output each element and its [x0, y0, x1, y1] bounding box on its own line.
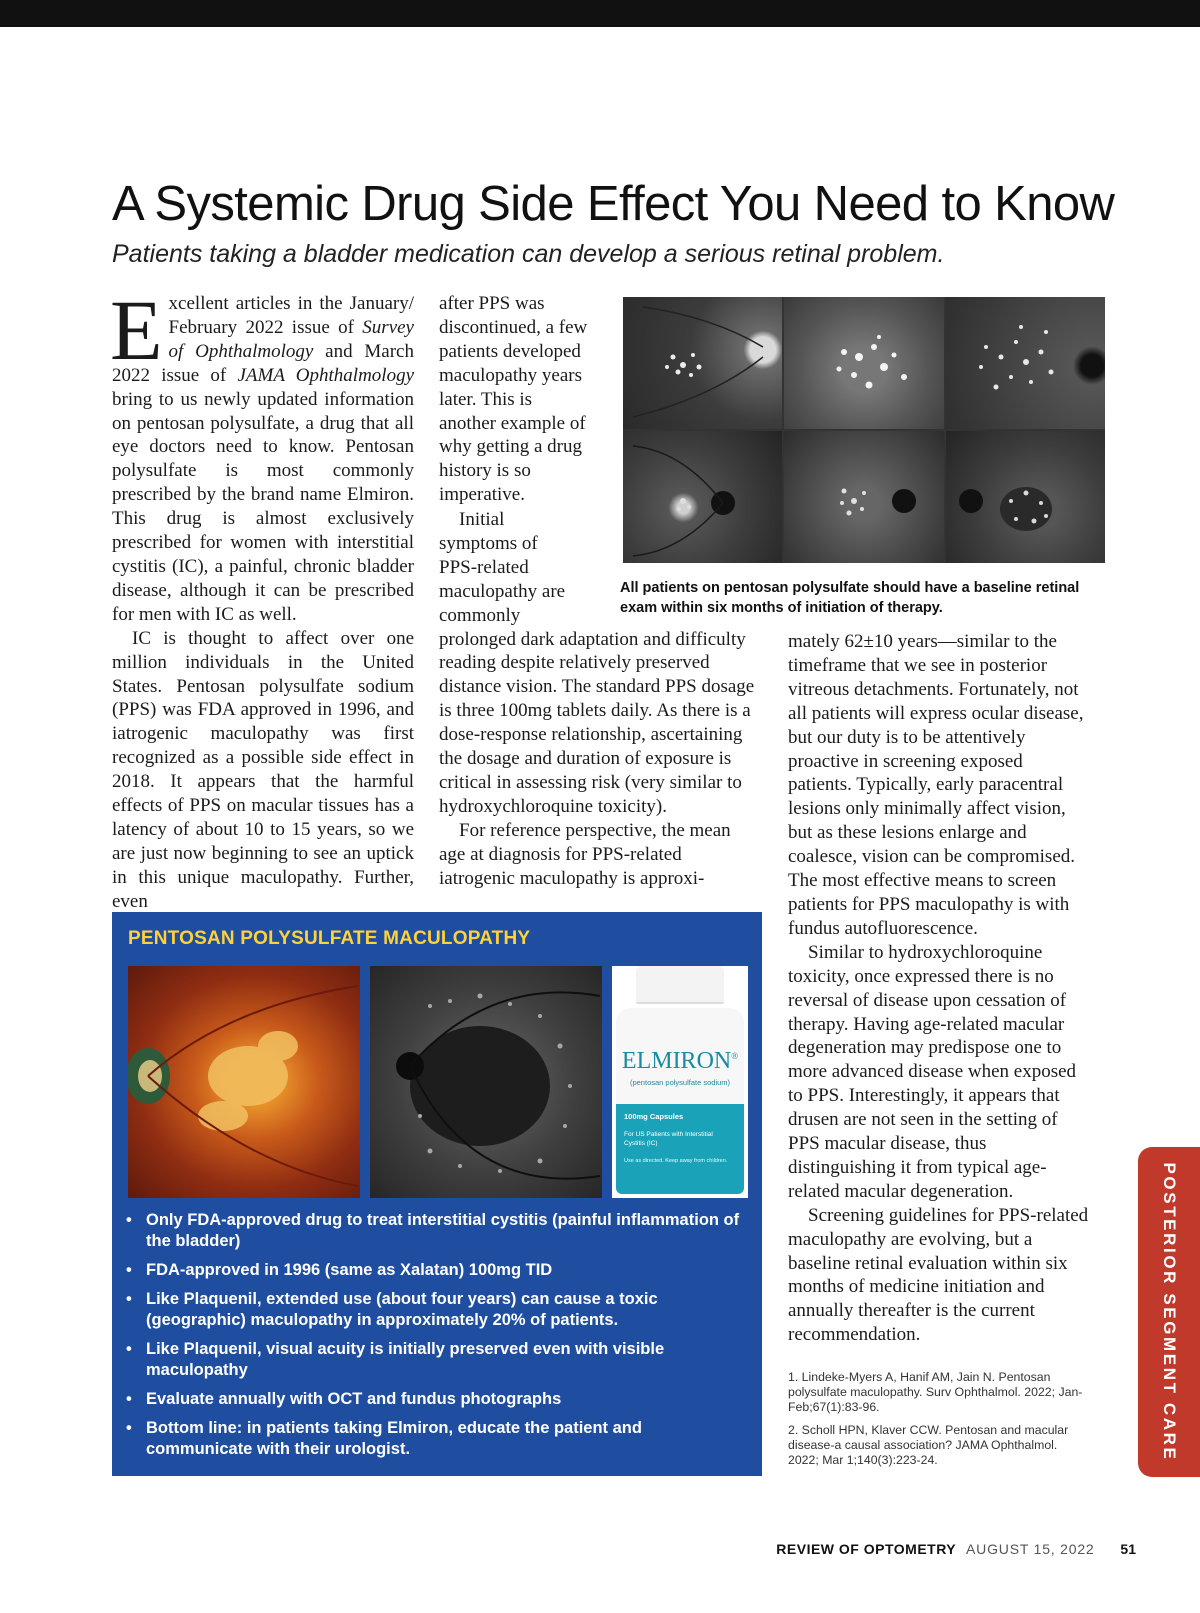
article-title: A Systemic Drug Side Effect You Need to Know: [112, 177, 1115, 231]
page-footer: [776, 1541, 1136, 1557]
text-column-3: [788, 630, 1091, 1347]
list-item-text: Bottom line: in patients taking Elmiron, educate the patient and communicate with their urologist.: [146, 1419, 642, 1458]
bottle-label-band: [616, 1104, 744, 1194]
text-column-1: [110, 282, 415, 914]
fundus-photo: [128, 966, 360, 1198]
list-item-text: Only FDA-approved drug to treat interstitial cystitis (painful inflammation of the bladder): [146, 1211, 740, 1250]
drop-cap: E: [110, 282, 163, 378]
references: [788, 1370, 1088, 1476]
bullet-icon: •: [126, 1419, 132, 1437]
journal-title: Survey of Ophthalmology: [168, 316, 414, 362]
paragraph: Initial symptoms of PPS-related maculopathy are commonly prolonged dark adaptation and difficulty reading despite relatively preserved distance vision. The standard PPS dosage is three 100mg tablets daily. As there is a dose-response relationship, ascertaining the dosage and duration of exposure is critical in assessing risk (very similar to hydroxychloroquine toxicity).: [439, 509, 755, 817]
bottle-trademark: ®: [731, 1051, 739, 1061]
top-black-bar: [0, 0, 1200, 27]
paragraph-text: xcellent articles in the January/ February 2022 issue of: [168, 293, 414, 338]
list-item: [126, 1210, 746, 1252]
article-subtitle: Patients taking a bladder medication can develop a serious retinal problem.: [112, 240, 945, 268]
paragraph: IC is thought to affect over one million individuals in the United States. Pentosan polysulfate sodium (PPS) was FDA approved in 1996, and iatrogenic maculopathy was first recognized as a possible side effect in 2018. It appears that the harmful effects of PPS on macular tissues has a latency of about 10 to 15 years, so we are just now beginning to see an uptick in this unique maculopathy. Further, even: [112, 627, 414, 912]
retina-image: [784, 297, 943, 429]
paragraph-text: and March 2022 issue of: [112, 340, 414, 386]
section-tab-label: POSTERIOR SEGMENT CARE: [1160, 1162, 1179, 1462]
list-item: [126, 1418, 746, 1460]
list-item: [126, 1389, 746, 1410]
paragraph-intro: [110, 282, 415, 627]
bullet-icon: •: [126, 1261, 132, 1279]
issue-date: AUGUST 15, 2022: [966, 1541, 1095, 1557]
list-item-text: FDA-approved in 1996 (same as Xalatan) 100mg TID: [146, 1261, 553, 1279]
retina-figure-grid: [623, 297, 1105, 563]
publication-name: REVIEW OF OPTOMETRY: [776, 1541, 957, 1557]
bottle-generic: (pentosan polysulfate sodium): [629, 1078, 731, 1087]
reference-item: 2. Scholl HPN, Klaver CCW. Pentosan and macular disease-a causal association? JAMA Ophthalmol. 2022; Mar 1;140(3):223-24.: [788, 1423, 1069, 1467]
retina-image: [623, 297, 782, 429]
retina-image: [623, 431, 782, 563]
text-column-2-cont: [439, 508, 761, 891]
bullet-icon: •: [126, 1290, 132, 1308]
reference-item: 1. Lindeke-Myers A, Hanif AM, Jain N. Pentosan polysulfate maculopathy. Surv Ophthalmol. 2022; Jan-Feb;67(1):83-96.: [788, 1370, 1083, 1414]
figure-caption: All patients on pentosan polysulfate should have a baseline retinal exam within six months of initiation of therapy.: [620, 580, 1080, 616]
section-tab: [1138, 1147, 1200, 1477]
bullet-icon: •: [126, 1340, 132, 1358]
list-item: [126, 1339, 746, 1381]
paragraph: For reference perspective, the mean age at diagnosis for PPS-related iatrogenic maculopathy is approxi-: [439, 819, 731, 889]
bottle-cap: [636, 966, 724, 1004]
list-item: [126, 1260, 746, 1281]
sidebar-bullet-list: [126, 1210, 746, 1468]
bottle-body: [616, 1008, 744, 1194]
list-item-text: Like Plaquenil, visual acuity is initially preserved even with visible maculopathy: [146, 1340, 665, 1379]
paragraph-text: bring to us newly updated information on pentosan polysulfate, a drug that all eye doctors need to know. Pentosan polysulfate is most commonly prescribed by the brand name Elmiron. This drug is almost exclusively prescribed for women with interstitial cystitis (IC), a painful, chronic bladder disease, although it can be prescribed for men with IC as well.: [112, 388, 414, 625]
autofluorescence-photo: [370, 966, 602, 1198]
list-item: [126, 1289, 746, 1331]
list-item-text: Evaluate annually with OCT and fundus photographs: [146, 1390, 562, 1408]
elmiron-bottle: [612, 966, 748, 1198]
bullet-icon: •: [126, 1211, 132, 1229]
retina-image: [784, 431, 943, 563]
bottle-brand: [616, 1048, 744, 1075]
list-item-text: Like Plaquenil, extended use (about four years) can cause a toxic (geographic) maculopathy in approximately 20% of patients.: [146, 1290, 658, 1329]
paragraph: Screening guidelines for PPS-related maculopathy are evolving, but a baseline retinal evaluation within six months of medicine initiation and annually thereafter is the current recommendation.: [788, 1204, 1089, 1346]
paragraph: mately 62±10 years—similar to the timeframe that we see in posterior vitreous detachments. Fortunately, not all patients will express ocular disease, but our duty is to be attentively proactive in screening exposed patients. Typically, early paracentral lesions only minimally affect vision, but as these lesions enlarge and coalesce, vision can be compromised. The most effective means to screen patients for PPS maculopathy is with fundus autofluorescence.: [788, 631, 1084, 939]
bottle-directions: Use as directed. Keep away from children.: [624, 1158, 728, 1164]
bottle-brand-text: ELMIRON: [621, 1048, 732, 1074]
retina-image: [946, 297, 1105, 429]
journal-title: JAMA Ophthalmology: [237, 364, 415, 386]
sidebar-box: [112, 912, 762, 1476]
bottle-strength: 100mg Capsules: [624, 1112, 684, 1121]
bottle-indication: For US Patients with Interstitial Cystitis (IC): [624, 1131, 713, 1147]
retina-image: [946, 431, 1105, 563]
bullet-icon: •: [126, 1390, 132, 1408]
page-number: 51: [1120, 1541, 1136, 1557]
sidebar-title: PENTOSAN POLYSULFATE MACULOPATHY: [128, 928, 531, 949]
paragraph: after PPS was discontinued, a few patients developed maculopathy years later. This is another example of why getting a drug history is so imperative.: [439, 293, 588, 506]
paragraph: Similar to hydroxychloroquine toxicity, once expressed there is no reversal of disease upon cessation of therapy. Having age-related macular degeneration may predispose one to more advanced disease when exposed to PPS. Interestingly, it appears that drusen are not seen in the setting of PPS macular disease, thus distinguishing it from typical age-related macular degeneration.: [788, 941, 1077, 1202]
